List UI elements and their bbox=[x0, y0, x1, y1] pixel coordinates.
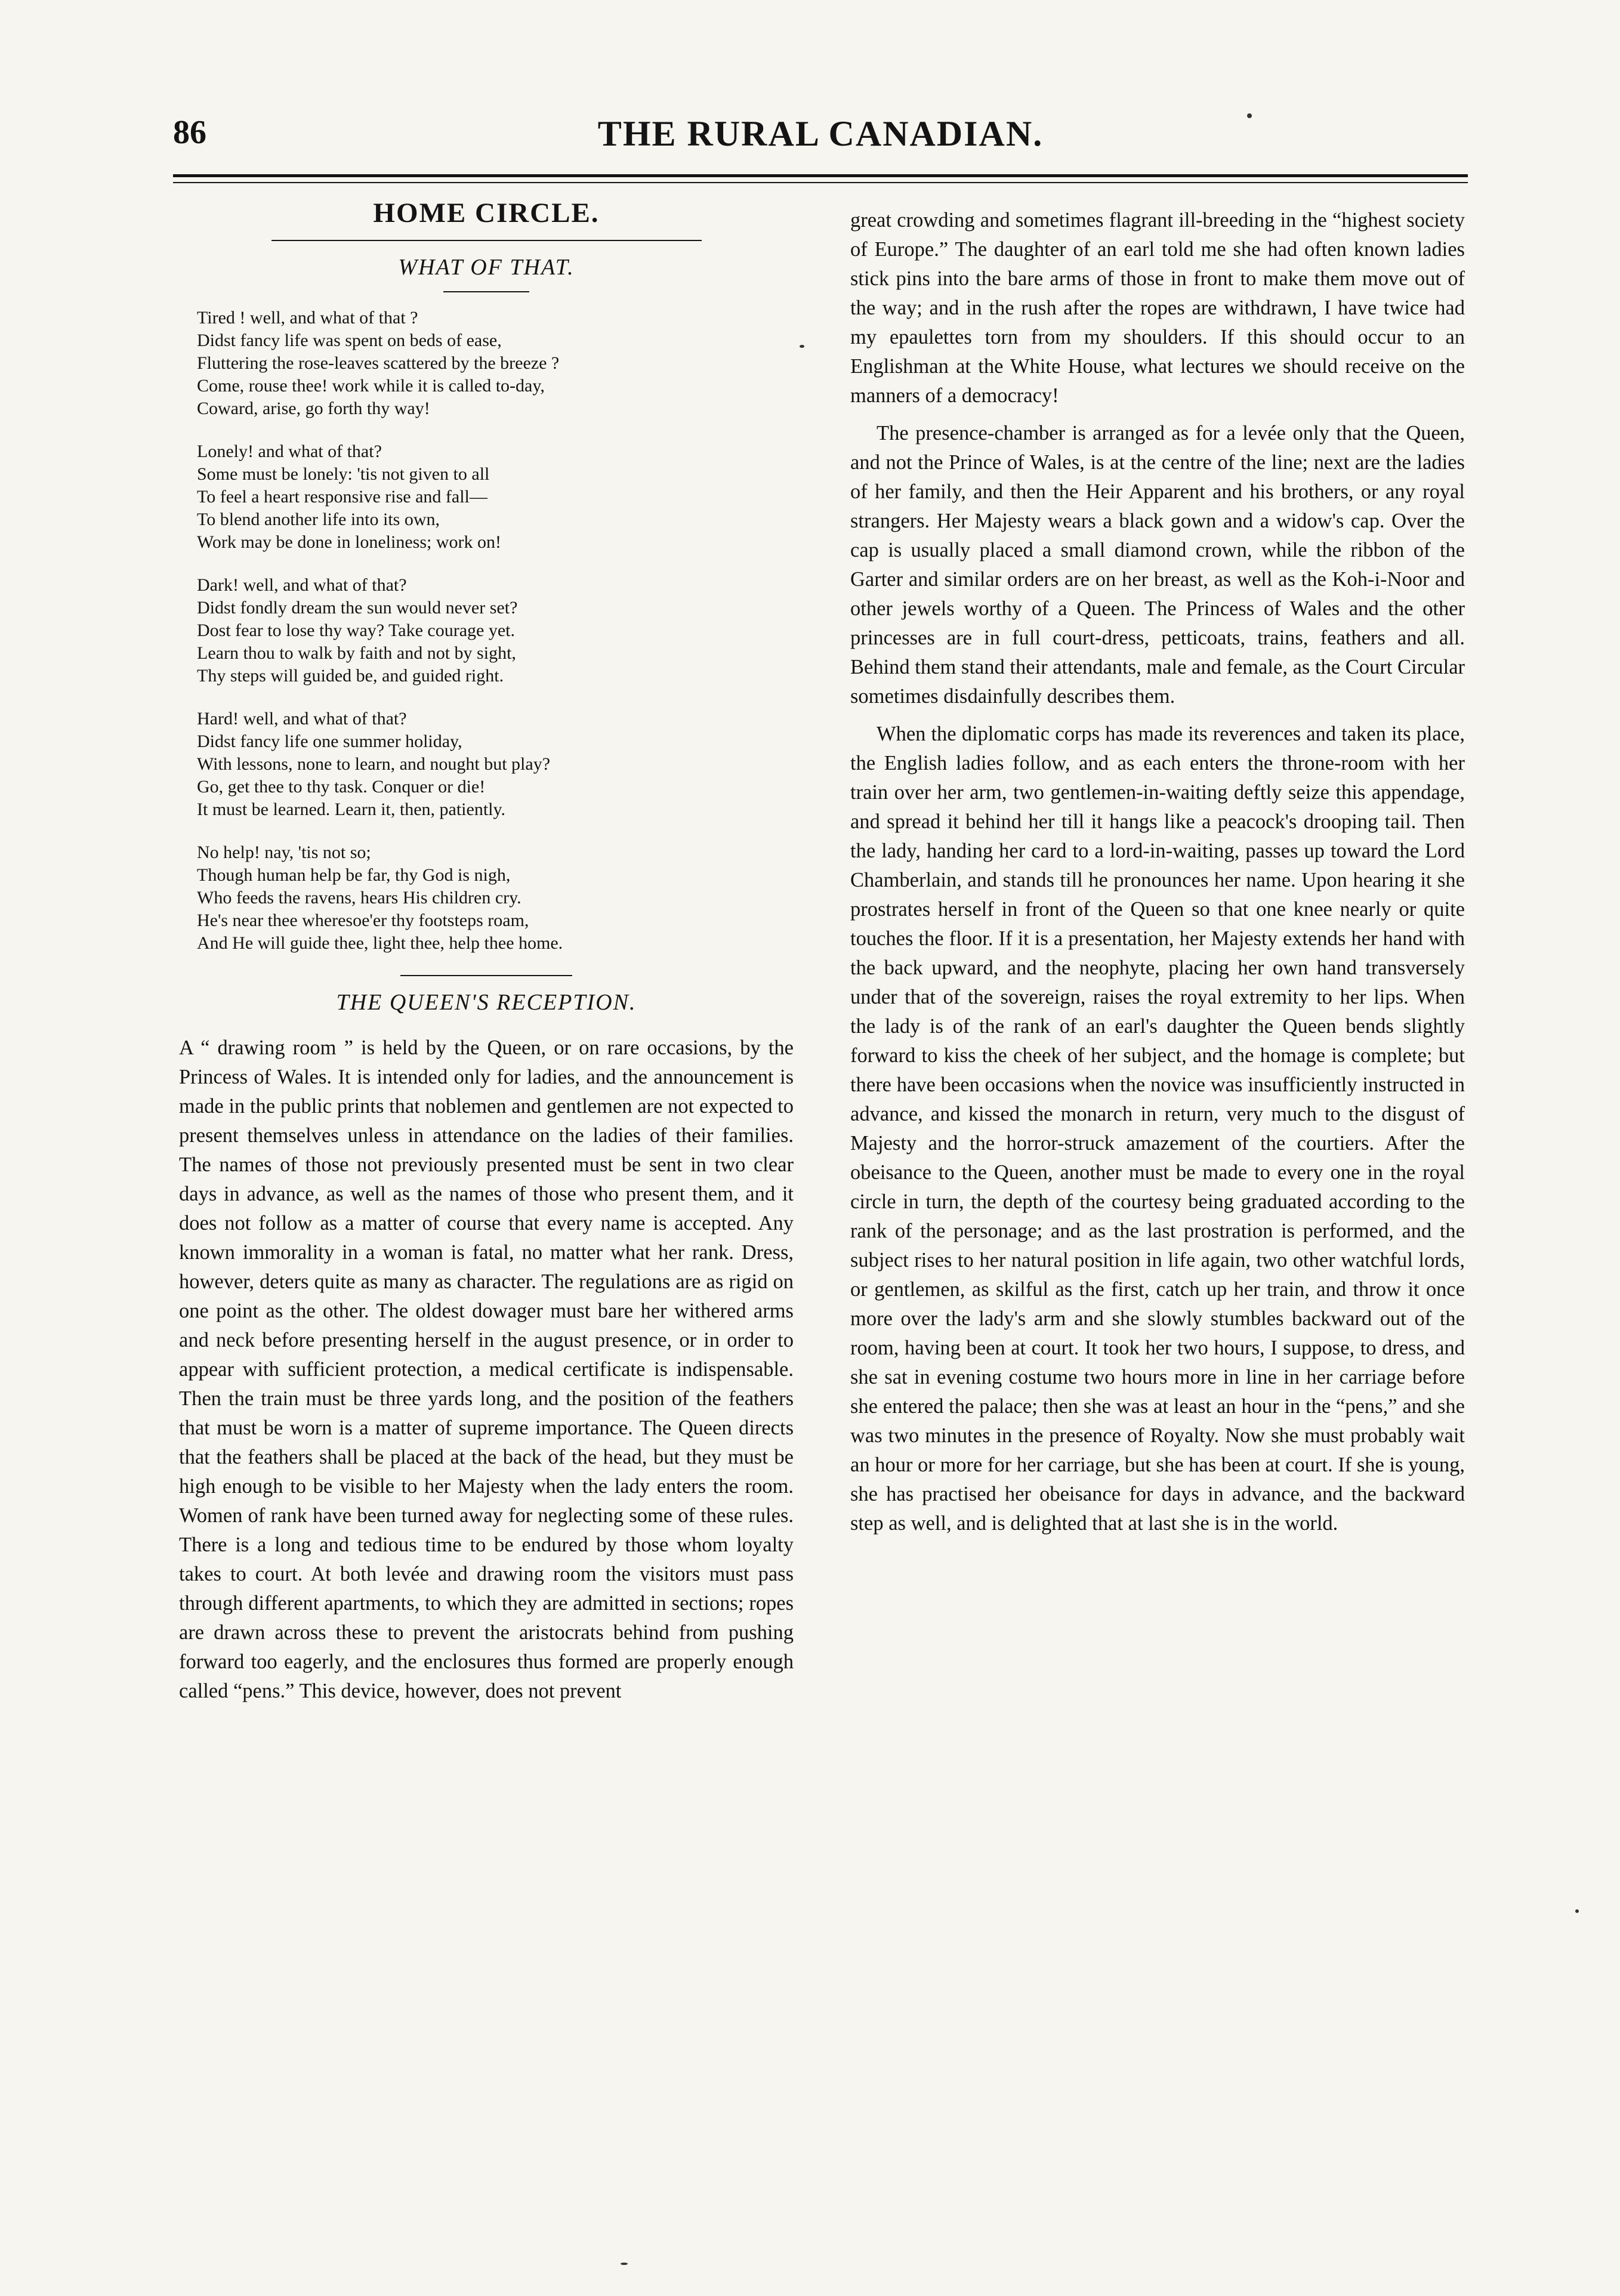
section-rule bbox=[271, 240, 702, 241]
poem-stanza bbox=[197, 841, 794, 955]
article-paragraph: When the diplomatic corps has made its reverences and taken its place, the English ladies follow, and as each enters the throne-room with her train over her arm, two gentlemen-in-waiting deftly seize this appendage, and spread it behind her till it hangs like a peacock's drooping tail. Then the lady, handing her card to a lord-in-waiting, passes up toward the Lord Chamberlain, and stands till he pronounces her name. Upon hearing it she prostrates herself in front of the Queen so that one knee nearly or quite touches the floor. If it is a presentation, her Majesty extends her hand with the back upward, and the neophyte, placing her own hand transversely under that of the sovereign, raises the royal extremity to her lips. When the lady is of the rank of an earl's daughter the Queen bends slightly forward to kiss the cheek of her subject, and the homage is complete; but there have been occasions when the novice was insufficiently instructed in advance, and kissed the monarch in return, very much to the disgust of Majesty and the horror-struck amazement of the courtiers. After the obeisance to the Queen, another must be made to every one in the royal circle in turn, the depth of the courtesy being graduated according to the rank of the personage; and as the last prostration is performed, and the subject rises to her natural position in life again, two other watchful lords, or gentlemen, as skilful as the first, catch up her train, and throw it once more over the lady's arm and she slowly stumbles backward out of the room, having been at court. It took her two hours, I suppose, to dress, and she sat in evening costume two hours more in line in her carriage before she entered the palace; then she was at least an hour in the “pens,” and she was two minutes in the presence of Royalty. Now she must probably wait an hour or more for her carriage, but she has been at court. If she is young, she has practised her obeisance for days in advance, and the backward step as well, and is delighted that at last she is in the world. bbox=[850, 723, 1465, 1535]
poem-title-rule bbox=[443, 291, 529, 292]
poem-end-rule bbox=[400, 975, 572, 976]
poem-line: To blend another life into its own, bbox=[197, 510, 440, 529]
poem-line: Though human help be far, thy God is nigh, bbox=[197, 865, 511, 885]
poem-line: He's near thee wheresoe'er thy footsteps roam, bbox=[197, 911, 529, 930]
right-column bbox=[850, 206, 1465, 1547]
print-speck bbox=[1575, 1909, 1579, 1913]
article-body-right bbox=[850, 206, 1465, 1538]
poem-line: Who feeds the ravens, hears His children cry. bbox=[197, 888, 522, 908]
poem-line: Fluttering the rose-leaves scattered by the breeze ? bbox=[197, 353, 560, 373]
poem-line: Tired ! well, and what of that ? bbox=[197, 308, 418, 328]
article-paragraph: A “ drawing room ” is held by the Queen, or on rare occasions, by the Princess of Wales. It is intended only for ladies, and the announcement is made in the public prints that noblemen and gentlemen are not expected to present themselves unless in attendance on the ladies of their families. The names of those not previously presented must be sent in two clear days in advance, as well as the names of those who present them, and it does not follow as a matter of course that every name is accepted. Any known immorality in a woman is fatal, no matter what her rank. Dress, however, deters quite as many as character. The regulations are as rigid on one point as the other. The oldest dowager must bare her withered arms and neck before presenting herself in the august presence, or in order to appear with sufficient protection, a medical certificate is indispensable. Then the train must be three yards long, and the position of the feathers that must be worn is a matter of supreme importance. The Queen directs that the feathers shall be placed at the back of the head, but they must be high enough to be visible to her Majesty when the lady enters the room. Women of rank have been turned away for neglecting some of these rules. There is a long and tedious time to be endured by those whom loyalty takes to court. At both levée and drawing room the visitors must pass through different apartments, to which they are admitted in sections; ropes are drawn across these to prevent the aristocrats behind from pushing forward too eagerly, and the enclosures thus formed are properly enough called “pens.” This device, however, does not prevent bbox=[179, 1036, 794, 1702]
article-body-left bbox=[179, 1033, 794, 1706]
left-column bbox=[179, 197, 794, 1714]
poem-stanza bbox=[197, 440, 794, 554]
print-speck bbox=[621, 2263, 628, 2265]
poem-line: Some must be lonely: 'tis not given to all bbox=[197, 464, 490, 484]
poem-line: Come, rouse thee! work while it is called to-day, bbox=[197, 376, 545, 396]
poem-line: It must be learned. Learn it, then, patiently. bbox=[197, 800, 506, 819]
poem-line: Didst fancy life one summer holiday, bbox=[197, 732, 462, 751]
print-speck bbox=[1247, 113, 1252, 118]
poem-line: Go, get thee to thy task. Conquer or die! bbox=[197, 777, 486, 797]
header-rule-thick bbox=[173, 174, 1468, 177]
page-header bbox=[173, 113, 1468, 167]
poem-line: Dost fear to lose thy way? Take courage yet. bbox=[197, 621, 515, 640]
poem-line: Coward, arise, go forth thy way! bbox=[197, 399, 430, 418]
poem-line: Thy steps will guided be, and guided right. bbox=[197, 666, 504, 686]
poem-line: No help! nay, 'tis not so; bbox=[197, 843, 371, 862]
poem-line: Dark! well, and what of that? bbox=[197, 575, 407, 595]
header-rule-thin bbox=[173, 182, 1468, 183]
section-title: HOME CIRCLE. bbox=[373, 197, 600, 229]
page-number: 86 bbox=[173, 114, 206, 151]
article-paragraph: The presence-chamber is arranged as for a levée only that the Queen, and not the Prince of Wales, is at the centre of the line; next are the ladies of her family, and then the Heir Apparent and his brothers, or any royal strangers. Her Majesty wears a black gown and a widow's cap. Over the cap is usually placed a small diamond crown, while the ribbon of the Garter and similar orders are on her breast, as well as the Koh-i-Noor and other jewels worthy of a Queen. The Princess of Wales and the other princesses are in full court-dress, petticoats, trains, feathers and all. Behind them stand their attendants, male and female, as the Court Circular sometimes disdainfully describes them. bbox=[850, 422, 1465, 708]
poem-stanza bbox=[197, 708, 794, 821]
poem-stanza bbox=[197, 574, 794, 687]
poem-body bbox=[197, 307, 794, 955]
article-title: THE QUEEN'S RECEPTION. bbox=[336, 990, 637, 1015]
poem-stanza bbox=[197, 307, 794, 420]
poem-line: Lonely! and what of that? bbox=[197, 442, 382, 461]
poem-line: Didst fondly dream the sun would never set? bbox=[197, 598, 518, 618]
publication-title: THE RURAL CANADIAN. bbox=[597, 114, 1044, 153]
poem-line: Hard! well, and what of that? bbox=[197, 709, 407, 729]
print-speck bbox=[800, 345, 804, 348]
poem-line: Learn thou to walk by faith and not by sight, bbox=[197, 643, 516, 663]
poem-line: Didst fancy life was spent on beds of ease, bbox=[197, 331, 502, 350]
article-paragraph: great crowding and sometimes flagrant ill-breeding in the “highest society of Europe.” The daughter of an earl told me she had often known ladies stick pins into the bare arms of those in front to make them move out of the way; and in the rush after the ropes are withdrawn, I have twice had my epaulettes torn from my shoulders. If this should occur to an Englishman at the White House, what lectures we should receive on the manners of a democracy! bbox=[850, 209, 1465, 407]
poem-line: With lessons, none to learn, and nought but play? bbox=[197, 754, 551, 774]
poem-line: To feel a heart responsive rise and fall— bbox=[197, 487, 487, 507]
poem-line: Work may be done in loneliness; work on! bbox=[197, 532, 501, 552]
poem-line: And He will guide thee, light thee, help thee home. bbox=[197, 933, 563, 953]
poem-title: WHAT OF THAT. bbox=[398, 255, 575, 280]
